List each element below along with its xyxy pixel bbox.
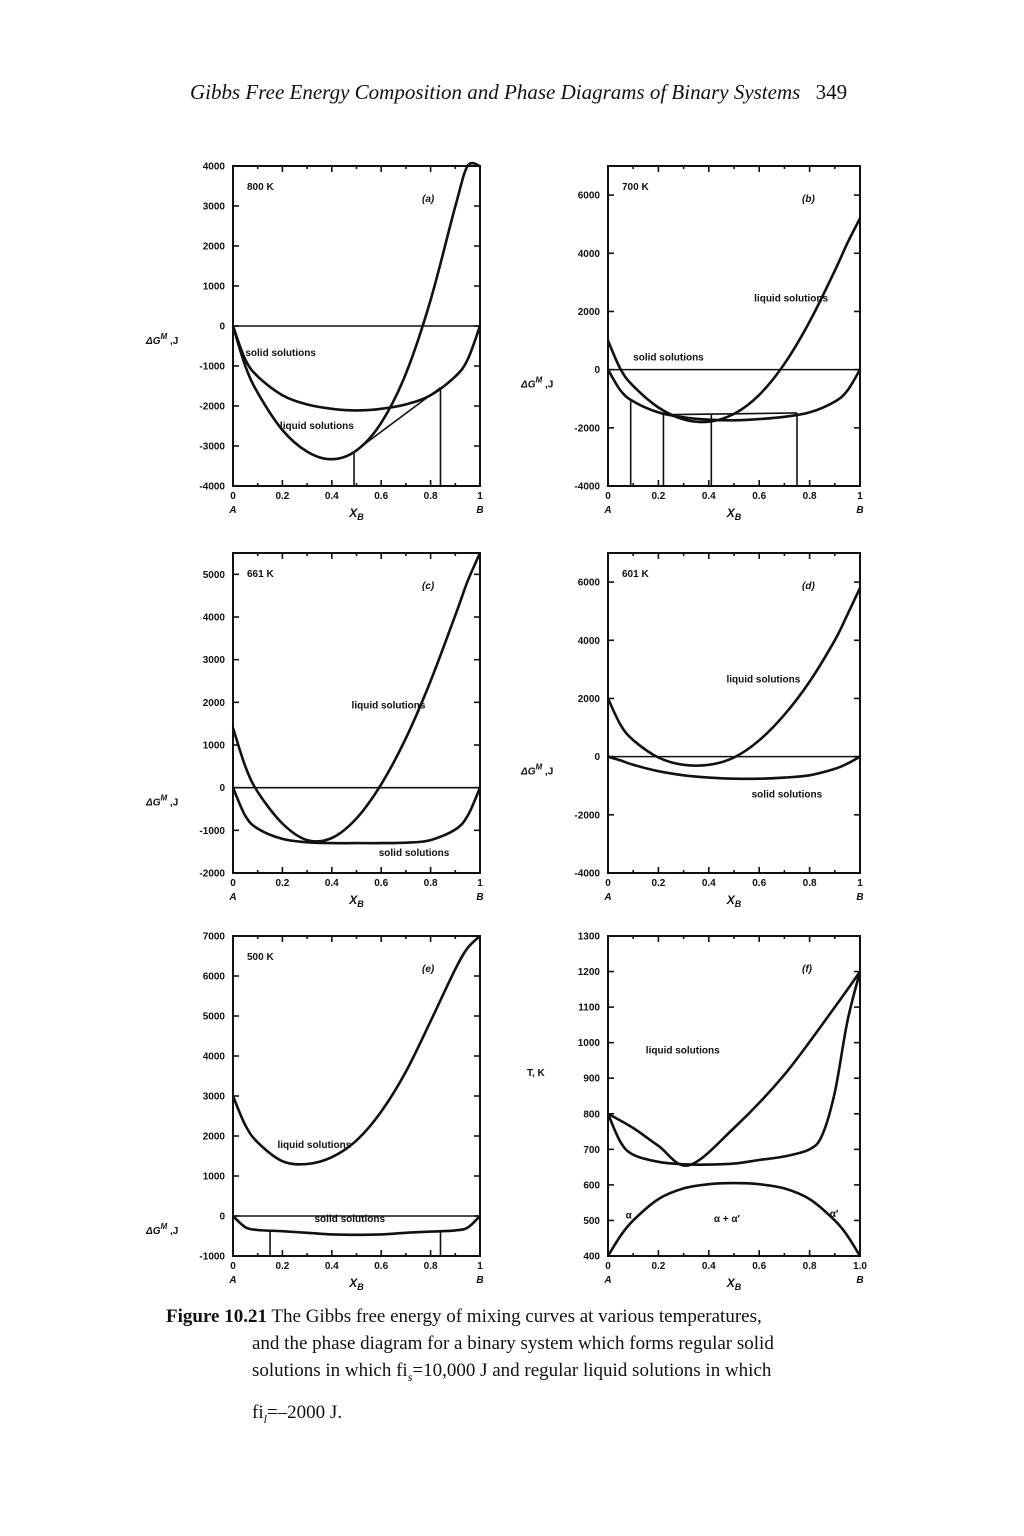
x-axis-label bbox=[726, 506, 742, 522]
x-axis-label-sub: B bbox=[734, 1282, 742, 1292]
x-tick-label: 1 bbox=[477, 878, 483, 889]
y-tick-label: 2000 bbox=[577, 693, 600, 705]
y-tick-label: 3000 bbox=[202, 655, 225, 667]
x-axis-label bbox=[348, 506, 364, 522]
common-tangent-line bbox=[354, 388, 440, 452]
caption-line-4 bbox=[166, 1399, 860, 1433]
y-axis-label-main: ΔG bbox=[521, 379, 536, 391]
x-end-label-a: A bbox=[604, 1275, 612, 1286]
y-tick-label: 900 bbox=[583, 1073, 600, 1085]
x-end-label-b: B bbox=[856, 505, 864, 516]
y-tick-label: 1000 bbox=[202, 740, 225, 752]
series-label: solid solutions bbox=[751, 789, 823, 801]
panel-label: (f) bbox=[802, 964, 812, 975]
series-liquid-solutions-curve bbox=[233, 936, 480, 1164]
y-tick-label: 5000 bbox=[202, 1011, 225, 1023]
x-tick-label: 1 bbox=[477, 1261, 483, 1272]
series-label: liquid solutions bbox=[645, 1045, 720, 1057]
x-tick-label: 0 bbox=[230, 878, 236, 889]
plot-frame bbox=[608, 166, 860, 486]
x-tick-label: 0.4 bbox=[324, 878, 339, 889]
y-axis-label-sup: M bbox=[160, 332, 168, 341]
y-tick-label: -1000 bbox=[199, 825, 225, 837]
y-axis-label-sup: M bbox=[535, 375, 543, 385]
x-axis-label-sub: B bbox=[734, 512, 742, 522]
y-tick-label: 600 bbox=[583, 1180, 600, 1192]
plot-frame bbox=[608, 553, 860, 873]
y-axis-label bbox=[145, 332, 178, 347]
y-axis-label-unit: ,J bbox=[167, 797, 179, 809]
y-axis-label bbox=[145, 1222, 178, 1237]
x-axis-label-sub: B bbox=[357, 899, 364, 909]
x-tick-label: 0.4 bbox=[324, 491, 339, 502]
series-label: α bbox=[625, 1210, 632, 1222]
y-axis-label bbox=[145, 794, 178, 809]
y-axis-label-main: ΔG bbox=[146, 1226, 161, 1237]
series-label: solid solutions bbox=[378, 847, 450, 859]
caption-line-1: The Gibbs free energy of mixing curves at various temperatures, bbox=[271, 1306, 762, 1327]
series-solid-solutions-curve bbox=[608, 757, 860, 779]
x-tick-label: 1 bbox=[477, 491, 483, 502]
x-tick-label: 0.2 bbox=[651, 1261, 666, 1272]
x-end-label-a: A bbox=[229, 892, 237, 903]
y-tick-label: 700 bbox=[583, 1144, 600, 1156]
x-tick-label: 0.8 bbox=[802, 1261, 817, 1272]
x-axis-label bbox=[348, 1276, 364, 1292]
x-tick-label: 0.8 bbox=[802, 878, 817, 889]
x-tick-label: 0.4 bbox=[324, 1261, 339, 1272]
series-label: solid solutions bbox=[245, 348, 316, 359]
x-tick-label: 0.2 bbox=[275, 1261, 290, 1272]
y-tick-label: 0 bbox=[219, 1211, 225, 1223]
chart-panel-d bbox=[515, 545, 880, 915]
x-tick-label: 0.6 bbox=[374, 491, 389, 502]
panel-label: (b) bbox=[802, 194, 815, 205]
y-tick-label: 0 bbox=[219, 321, 225, 333]
x-tick-label: 0.6 bbox=[752, 491, 767, 502]
panel-label: (e) bbox=[422, 964, 435, 975]
running-head bbox=[190, 80, 930, 105]
x-tick-label: 0.4 bbox=[701, 878, 716, 889]
x-tick-label: 1.0 bbox=[853, 1261, 867, 1272]
x-axis-label-main: X bbox=[349, 506, 358, 520]
y-tick-label: 6000 bbox=[577, 190, 600, 202]
x-end-label-a: A bbox=[229, 505, 237, 516]
caption-line-3b: =10,000 J and regular liquid solutions in which bbox=[412, 1360, 772, 1381]
y-tick-label: 0 bbox=[594, 365, 600, 377]
x-end-label-b: B bbox=[856, 892, 864, 903]
y-tick-label: -2000 bbox=[574, 423, 600, 435]
x-tick-label: 0.8 bbox=[802, 491, 817, 502]
y-tick-label: -4000 bbox=[199, 481, 225, 493]
x-tick-label: 0.6 bbox=[374, 1261, 389, 1272]
x-tick-label: 0.6 bbox=[752, 1261, 767, 1272]
y-tick-label: 1000 bbox=[577, 1038, 600, 1050]
panel-label: (d) bbox=[802, 581, 815, 592]
y-axis-label bbox=[520, 376, 553, 391]
y-axis-label-sup: M bbox=[535, 762, 543, 772]
caption-line-3 bbox=[166, 1357, 860, 1391]
series-label: α′ bbox=[829, 1208, 839, 1220]
temperature-label: 800 K bbox=[247, 182, 274, 193]
y-tick-label: 4000 bbox=[202, 1051, 225, 1063]
y-axis-label-main: ΔG bbox=[146, 336, 161, 347]
temperature-label: 700 K bbox=[622, 182, 649, 193]
y-tick-label: 3000 bbox=[202, 1091, 225, 1103]
chart-panel-f bbox=[515, 928, 880, 1298]
x-axis-label-main: X bbox=[349, 1276, 358, 1290]
series-label: solid solutions bbox=[633, 352, 704, 364]
page-number: 349 bbox=[815, 80, 848, 104]
y-axis-label-main: ΔG bbox=[146, 797, 161, 809]
x-axis-label bbox=[726, 893, 742, 909]
x-tick-label: 0.6 bbox=[752, 878, 767, 889]
x-end-label-b: B bbox=[476, 1275, 484, 1286]
y-axis-label-main: ΔG bbox=[521, 766, 536, 778]
series-label: liquid solutions bbox=[351, 700, 426, 712]
y-tick-label: 2000 bbox=[202, 1131, 225, 1143]
y-tick-label: 2000 bbox=[577, 306, 600, 318]
y-tick-label: 5000 bbox=[202, 569, 225, 581]
x-end-label-b: B bbox=[856, 1275, 864, 1286]
caption-line-4b: =–2000 J. bbox=[266, 1401, 343, 1423]
x-end-label-a: A bbox=[229, 1275, 237, 1286]
caption-sub-l: l bbox=[263, 1411, 267, 1426]
y-axis-label bbox=[520, 763, 553, 778]
y-axis-label-sup: M bbox=[160, 793, 168, 803]
temperature-label: 601 K bbox=[622, 569, 649, 580]
x-tick-label: 0.8 bbox=[423, 878, 438, 889]
chart-panel-e bbox=[140, 928, 500, 1298]
chart-panel-a bbox=[140, 158, 500, 528]
x-axis-label-sub: B bbox=[734, 899, 742, 909]
y-tick-label: -2000 bbox=[199, 401, 225, 413]
y-tick-label: 4000 bbox=[577, 635, 600, 647]
y-tick-label: 7000 bbox=[202, 931, 225, 943]
x-tick-label: 0.2 bbox=[651, 878, 666, 889]
y-tick-label: -3000 bbox=[199, 441, 225, 453]
y-tick-label: 3000 bbox=[202, 201, 225, 213]
series-label: solid solutions bbox=[314, 1214, 386, 1225]
series-label: liquid solutions bbox=[279, 420, 354, 432]
y-tick-label: 1000 bbox=[202, 1171, 225, 1183]
x-tick-label: 0.2 bbox=[275, 491, 290, 502]
x-end-label-b: B bbox=[476, 892, 484, 903]
y-axis-label: T, K bbox=[527, 1068, 545, 1079]
x-axis-label-main: X bbox=[726, 893, 735, 907]
y-tick-label: 1300 bbox=[577, 931, 600, 943]
y-tick-label: 4000 bbox=[577, 248, 600, 260]
series-solid-solutions-curve bbox=[233, 326, 480, 410]
x-tick-label: 0 bbox=[230, 1261, 236, 1272]
series-liquid-solutions-curve bbox=[233, 163, 480, 459]
x-tick-label: 1 bbox=[857, 878, 863, 889]
y-axis-label-unit: ,J bbox=[542, 379, 554, 391]
chart-panel-c bbox=[140, 545, 500, 915]
temperature-label: 661 K bbox=[247, 569, 274, 580]
series-label: liquid solutions bbox=[277, 1140, 352, 1151]
caption-sub-s: s bbox=[407, 1369, 413, 1384]
series-solid-solutions-curve bbox=[233, 788, 480, 843]
x-tick-label: 1 bbox=[857, 491, 863, 502]
caption-line-2: and the phase diagram for a binary system which forms regular solid bbox=[252, 1333, 774, 1354]
x-tick-label: 0.8 bbox=[423, 1261, 438, 1272]
x-end-label-b: B bbox=[476, 505, 484, 516]
y-axis-label-unit: ,J bbox=[167, 336, 179, 347]
temperature-label: 500 K bbox=[247, 952, 274, 963]
common-tangent-line bbox=[663, 413, 797, 415]
panel-label: (c) bbox=[422, 581, 435, 592]
x-axis-label-main: X bbox=[349, 893, 358, 907]
y-tick-label: 4000 bbox=[202, 161, 225, 173]
x-tick-label: 0 bbox=[605, 878, 611, 889]
y-tick-label: 1000 bbox=[202, 281, 225, 293]
x-tick-label: 0.4 bbox=[701, 1261, 716, 1272]
y-tick-label: -2000 bbox=[199, 868, 225, 880]
y-axis-label-unit: ,J bbox=[167, 1226, 179, 1237]
y-tick-label: 500 bbox=[583, 1215, 600, 1227]
series-liquid-solutions-curve bbox=[608, 218, 860, 422]
panel-label: (a) bbox=[422, 194, 435, 205]
x-axis-label bbox=[726, 1276, 742, 1292]
figure-caption bbox=[166, 1303, 860, 1433]
x-tick-label: 0 bbox=[230, 491, 236, 502]
x-tick-label: 0 bbox=[605, 491, 611, 502]
series-label: liquid solutions bbox=[726, 674, 801, 686]
chart-panel-b bbox=[515, 158, 880, 528]
x-axis-label-main: X bbox=[726, 506, 735, 520]
y-tick-label: 400 bbox=[583, 1251, 600, 1263]
y-tick-label: -4000 bbox=[574, 481, 600, 493]
y-tick-label: -2000 bbox=[574, 810, 600, 822]
x-axis-label-sub: B bbox=[357, 1282, 364, 1292]
x-tick-label: 0.6 bbox=[374, 878, 389, 889]
y-tick-label: 2000 bbox=[202, 697, 225, 709]
caption-line-4a: fi bbox=[252, 1401, 264, 1423]
y-tick-label: 2000 bbox=[202, 241, 225, 253]
series-label: liquid solutions bbox=[754, 293, 829, 305]
y-axis-label-sup: M bbox=[160, 1222, 168, 1231]
plot-frame bbox=[233, 936, 480, 1256]
series-label: α + α′ bbox=[713, 1214, 740, 1226]
x-tick-label: 0.8 bbox=[423, 491, 438, 502]
caption-line-3a: solutions in which fi bbox=[252, 1360, 408, 1381]
y-tick-label: 6000 bbox=[202, 971, 225, 983]
y-tick-label: -4000 bbox=[574, 868, 600, 880]
plot-frame bbox=[233, 553, 480, 873]
x-tick-label: 0.2 bbox=[275, 878, 290, 889]
y-tick-label: 1200 bbox=[577, 967, 600, 979]
x-tick-label: 0.2 bbox=[651, 491, 666, 502]
x-end-label-a: A bbox=[604, 892, 612, 903]
x-axis-label-sub: B bbox=[357, 512, 364, 522]
y-tick-label: 1100 bbox=[578, 1002, 600, 1014]
y-tick-label: 4000 bbox=[202, 612, 225, 624]
y-tick-label: 0 bbox=[594, 752, 600, 764]
x-tick-label: 0.4 bbox=[701, 491, 716, 502]
x-axis-label-main: X bbox=[726, 1276, 735, 1290]
y-axis-label-unit: ,J bbox=[542, 766, 554, 778]
y-tick-label: -1000 bbox=[199, 1251, 225, 1263]
x-end-label-a: A bbox=[604, 505, 612, 516]
series-liquid-solutions-curve bbox=[233, 553, 480, 841]
x-axis-label bbox=[348, 893, 364, 909]
y-tick-label: 0 bbox=[219, 783, 225, 795]
caption-label: Figure 10.21 bbox=[166, 1306, 267, 1327]
x-tick-label: 0 bbox=[605, 1261, 611, 1272]
y-tick-label: -1000 bbox=[199, 361, 225, 373]
y-tick-label: 6000 bbox=[577, 577, 600, 589]
running-title: Gibbs Free Energy Composition and Phase Diagrams of Binary Systems bbox=[190, 80, 801, 104]
y-tick-label: 800 bbox=[583, 1109, 600, 1121]
